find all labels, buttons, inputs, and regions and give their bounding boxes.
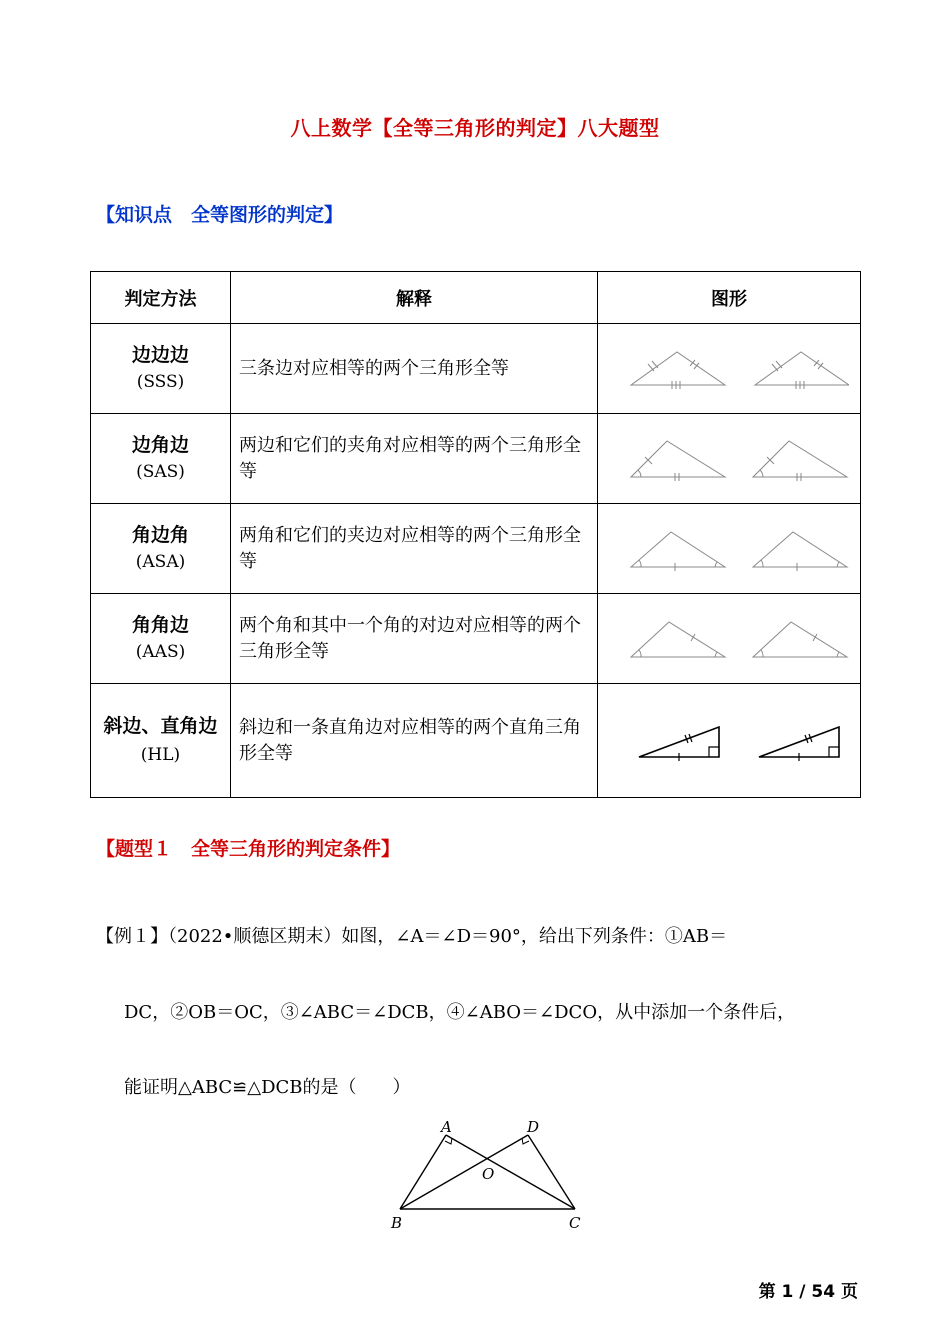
- page-footer: 第 1 / 54 页: [758, 1282, 858, 1302]
- method-name: 边边边: [131, 344, 189, 367]
- sss-triangles-diagram: [609, 337, 849, 397]
- method-name: 角边角: [131, 524, 189, 547]
- aas-triangles-diagram: [609, 607, 849, 667]
- method-abbr: (ASA): [135, 551, 186, 572]
- label-a: A: [441, 1118, 452, 1136]
- example-line-2: DC，②OB＝OC，③∠ABC＝∠DCB，④∠ABO＝∠DCO，从中添加一个条件后，: [124, 1002, 796, 1023]
- table-row: [91, 504, 861, 594]
- table-row: [91, 324, 861, 414]
- method-abbr: (SAS): [136, 461, 185, 482]
- asa-figure: [598, 504, 861, 594]
- explanation-cell: 两角和它们的夹边对应相等的两个三角形全等: [231, 504, 598, 594]
- method-cell: [91, 594, 231, 684]
- table-header-row: [91, 272, 861, 324]
- sas-triangles-diagram: [609, 427, 849, 487]
- method-abbr: (AAS): [135, 641, 186, 662]
- explanation-cell: 三条边对应相等的两个三角形全等: [231, 324, 598, 414]
- method-abbr: (HL): [140, 744, 181, 765]
- sas-figure: [598, 414, 861, 504]
- label-b: B: [391, 1214, 403, 1232]
- method-abbr: (SSS): [136, 371, 185, 392]
- asa-triangles-diagram: [609, 517, 849, 577]
- aas-figure: [598, 594, 861, 684]
- type1-heading: 【题型１ 全等三角形的判定条件】: [96, 838, 401, 860]
- method-name: 斜边、直角边: [103, 714, 218, 737]
- knowledge-heading: 【知识点 全等图形的判定】: [96, 204, 344, 226]
- header-figure: 图形: [598, 272, 861, 324]
- example-line-3: 能证明△ABC≌△DCB的是（ ）: [124, 1077, 411, 1098]
- label-d: D: [527, 1118, 540, 1136]
- method-name: 边角边: [131, 434, 189, 457]
- sss-figure: [598, 324, 861, 414]
- explanation-cell: 两个角和其中一个角的对边对应相等的两个三角形全等: [231, 594, 598, 684]
- label-c: C: [569, 1214, 581, 1232]
- example-line-1: 【例１】（2022•顺德区期末）如图，∠A＝∠D＝90°，给出下列条件：①AB＝: [96, 926, 728, 947]
- table-row: [91, 414, 861, 504]
- table-row: [91, 684, 861, 798]
- method-name: 角角边: [131, 614, 189, 637]
- method-cell: [91, 684, 231, 798]
- header-method: 判定方法: [91, 272, 231, 324]
- method-cell: [91, 504, 231, 594]
- hl-triangles-diagram: [609, 709, 849, 769]
- table-row: [91, 594, 861, 684]
- method-cell: [91, 414, 231, 504]
- label-o: O: [482, 1165, 495, 1183]
- hl-figure: [598, 684, 861, 798]
- criteria-table: [90, 271, 861, 798]
- method-cell: [91, 324, 231, 414]
- explanation-cell: 两边和它们的夹角对应相等的两个三角形全等: [231, 414, 598, 504]
- explanation-cell: 斜边和一条直角边对应相等的两个直角三角形全等: [231, 684, 598, 798]
- header-explanation: 解释: [231, 272, 598, 324]
- example-geometry-figure: [385, 1115, 595, 1235]
- page-title: 八上数学【全等三角形的判定】八大题型: [290, 116, 660, 140]
